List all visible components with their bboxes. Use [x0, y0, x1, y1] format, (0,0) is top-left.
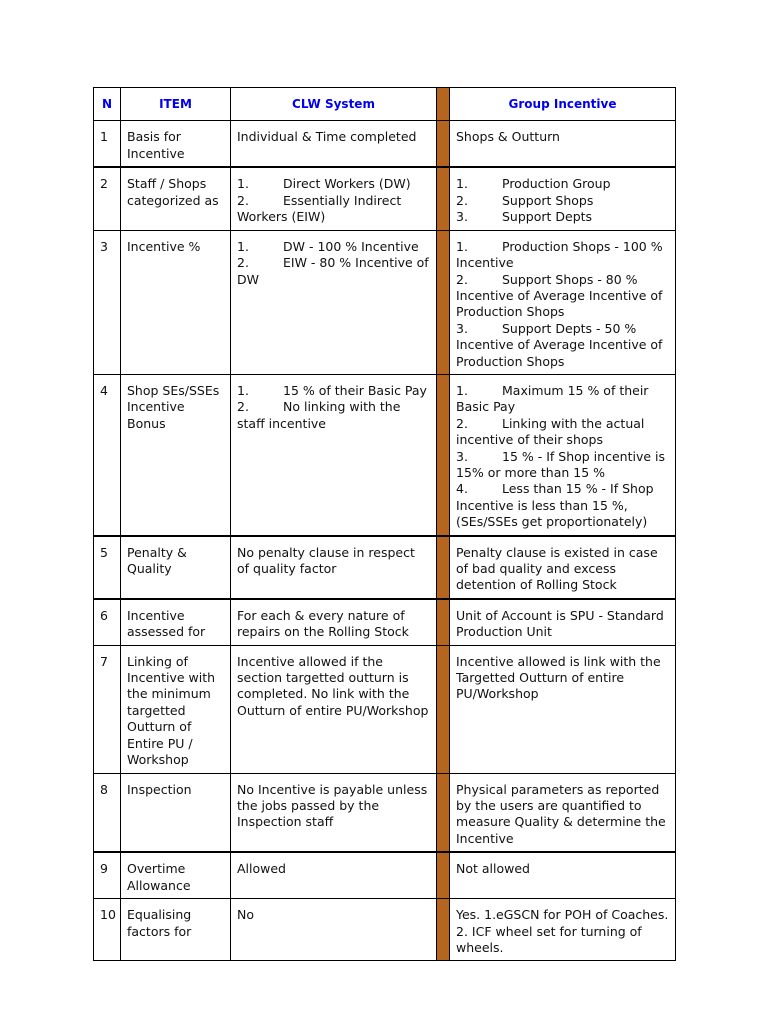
list-number: 4.: [456, 481, 468, 497]
table-row: [94, 230, 676, 374]
list-text: Production Shops - 100 % Incentive: [456, 238, 663, 271]
row-clw-system: [231, 230, 437, 374]
row-item: Inspection: [121, 773, 231, 852]
column-separator: [437, 852, 450, 898]
row-number: 1: [94, 121, 121, 167]
list-number: 3.: [456, 320, 468, 336]
list-text: Production Group: [502, 176, 611, 192]
row-clw-system: [231, 121, 437, 167]
cell-text: No Incentive is payable unless the jobs passed by the Inspection staff: [237, 781, 428, 830]
list-item: [456, 176, 669, 192]
list-number: 1.: [237, 382, 249, 398]
row-number: 3: [94, 230, 121, 374]
row-clw-system: [231, 852, 437, 898]
list-item: [237, 176, 430, 192]
row-item: Shop SEs/SSEs Incentive Bonus: [121, 374, 231, 535]
list-item: [456, 272, 669, 321]
row-number: 4: [94, 374, 121, 535]
row-clw-system: [231, 536, 437, 599]
list-number: 2.: [237, 255, 249, 271]
column-separator: [437, 88, 450, 121]
row-group-incentive: [450, 899, 676, 961]
row-group-incentive: [450, 167, 676, 230]
row-item: Overtime Allowance: [121, 852, 231, 898]
list-item: [237, 255, 430, 288]
header-item: ITEM: [121, 88, 231, 121]
row-group-incentive: [450, 599, 676, 645]
row-group-incentive: [450, 536, 676, 599]
list-text: Less than 15 % - If Shop Incentive is less than 15 %, (SEs/SSEs get proportionately): [456, 481, 654, 530]
header-n: N: [94, 88, 121, 121]
header-group-incentive: Group Incentive: [450, 88, 676, 121]
row-clw-system: [231, 599, 437, 645]
cell-text: Allowed: [237, 861, 286, 877]
row-number: 8: [94, 773, 121, 852]
row-item: Staff / Shops categorized as: [121, 167, 231, 230]
row-group-incentive: [450, 121, 676, 167]
cell-text: Incentive allowed is link with the Targetted Outturn of entire PU/Workshop: [456, 653, 661, 702]
list-number: 1.: [456, 382, 468, 398]
table-row: [94, 167, 676, 230]
list-number: 2.: [456, 271, 468, 287]
column-separator: [437, 374, 450, 535]
table-row: [94, 852, 676, 898]
row-number: 2: [94, 167, 121, 230]
list-number: 1.: [456, 238, 468, 254]
cell-text: Individual & Time completed: [237, 129, 417, 145]
list-number: 1.: [237, 238, 249, 254]
row-number: 7: [94, 645, 121, 773]
list-text: Support Depts: [502, 209, 593, 225]
list-item: [237, 383, 430, 399]
row-clw-system: [231, 374, 437, 535]
column-separator: [437, 599, 450, 645]
cell-text: Unit of Account is SPU - Standard Production Unit: [456, 607, 664, 640]
list-item: [237, 399, 430, 432]
list-text: Linking with the actual incentive of their shops: [456, 415, 645, 448]
table-row: [94, 536, 676, 599]
row-group-incentive: [450, 773, 676, 852]
row-number: 5: [94, 536, 121, 599]
table-row: [94, 645, 676, 773]
list-text: 15 % of their Basic Pay: [283, 382, 427, 398]
list-number: 1.: [456, 176, 468, 192]
list-text: Support Shops: [502, 192, 594, 208]
row-number: 6: [94, 599, 121, 645]
row-item: Linking of Incentive with the minimum targetted Outturn of Entire PU / Workshop: [121, 645, 231, 773]
list-text: Essentially Indirect Workers (EIW): [237, 192, 402, 225]
cell-text: Shops & Outturn: [456, 129, 560, 145]
row-clw-system: [231, 645, 437, 773]
column-separator: [437, 121, 450, 167]
table-row: [94, 899, 676, 961]
cell-text: No: [237, 907, 254, 923]
cell-text: Not allowed: [456, 861, 530, 877]
list-text: DW - 100 % Incentive: [283, 238, 419, 254]
list-number: 2.: [237, 399, 249, 415]
list-item: [456, 209, 669, 225]
header-row: [94, 88, 676, 121]
row-item: Penalty & Quality: [121, 536, 231, 599]
row-item: Incentive assessed for: [121, 599, 231, 645]
table-row: [94, 121, 676, 167]
row-group-incentive: [450, 852, 676, 898]
row-item: Incentive %: [121, 230, 231, 374]
list-text: EIW - 80 % Incentive of DW: [237, 255, 429, 287]
list-number: 3.: [456, 448, 468, 464]
list-number: 1.: [237, 176, 249, 192]
cell-text: Yes. 1.eGSCN for POH of Coaches. 2. ICF wheel set for turning of wheels.: [456, 907, 669, 955]
list-text: Maximum 15 % of their Basic Pay: [456, 382, 649, 415]
row-number: 10: [94, 899, 121, 961]
list-text: Direct Workers (DW): [283, 176, 411, 192]
cell-text: No penalty clause in respect of quality factor: [237, 544, 415, 577]
row-clw-system: [231, 167, 437, 230]
column-separator: [437, 899, 450, 961]
table-row: [94, 773, 676, 852]
list-text: Support Depts - 50 % Incentive of Average Incentive of Production Shops: [456, 320, 663, 369]
row-item: Equalising factors for: [121, 899, 231, 961]
table-row: [94, 599, 676, 645]
row-number: 9: [94, 852, 121, 898]
list-text: 15 % - If Shop incentive is 15% or more than 15 %: [456, 448, 665, 480]
column-separator: [437, 230, 450, 374]
column-separator: [437, 773, 450, 852]
cell-text: Penalty clause is existed in case of bad quality and excess detention of Rolling Stock: [456, 544, 658, 593]
column-separator: [437, 167, 450, 230]
list-item: [456, 321, 669, 370]
cell-text: Incentive allowed if the section targetted outturn is completed. No link with the Outturn of entire PU/Workshop: [237, 653, 429, 718]
list-item: [237, 193, 430, 226]
list-item: [456, 416, 669, 449]
comparison-table: [93, 87, 676, 961]
list-item: [456, 239, 669, 272]
row-group-incentive: [450, 645, 676, 773]
row-group-incentive: [450, 374, 676, 535]
list-item: [456, 481, 669, 530]
list-text: No linking with the staff incentive: [237, 399, 401, 431]
list-number: 3.: [456, 209, 468, 225]
row-clw-system: [231, 773, 437, 852]
row-item: Basis for Incentive: [121, 121, 231, 167]
row-clw-system: [231, 899, 437, 961]
list-item: [456, 449, 669, 482]
list-text: Support Shops - 80 % Incentive of Average Incentive of Production Shops: [456, 271, 663, 320]
list-item: [237, 239, 430, 255]
cell-text: Physical parameters as reported by the users are quantified to measure Quality & determine the Incentive: [456, 781, 666, 846]
list-number: 2.: [456, 415, 468, 431]
list-number: 2.: [237, 192, 249, 208]
list-number: 2.: [456, 192, 468, 208]
list-item: [456, 383, 669, 416]
header-clw-system: CLW System: [231, 88, 437, 121]
column-separator: [437, 536, 450, 599]
cell-text: For each & every nature of repairs on the Rolling Stock: [237, 607, 409, 640]
column-separator: [437, 645, 450, 773]
row-group-incentive: [450, 230, 676, 374]
list-item: [456, 193, 669, 209]
table-row: [94, 374, 676, 535]
